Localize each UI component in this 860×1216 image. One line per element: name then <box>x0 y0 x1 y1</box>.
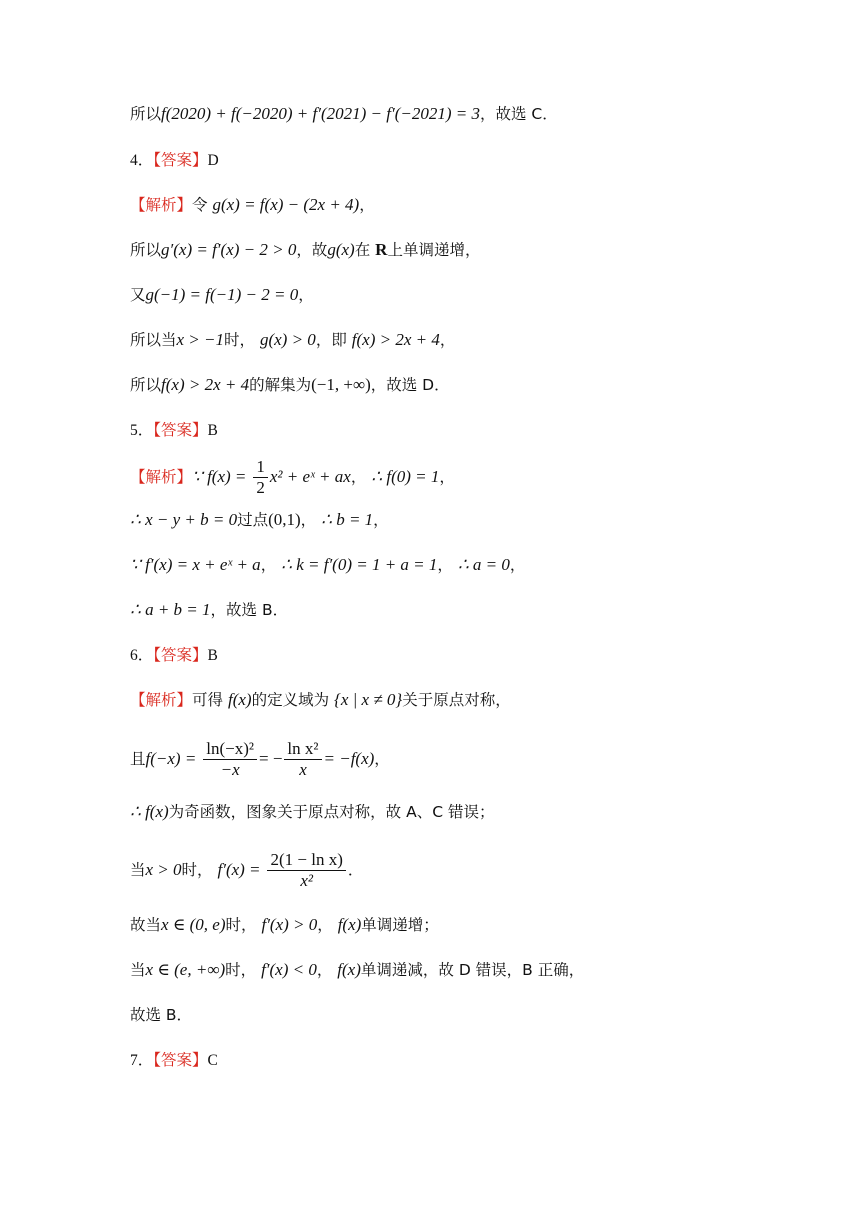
formula: f′(x) < 0 <box>261 960 317 979</box>
text: ， <box>350 468 367 486</box>
analysis-tag: 【解析】 <box>130 196 193 214</box>
answer-5 <box>130 415 218 445</box>
text: ， <box>317 916 333 934</box>
question-number: 4． <box>130 152 154 169</box>
text: 时， <box>181 861 213 879</box>
formula: ∴ b = 1 <box>321 510 374 529</box>
text: 所以当 <box>130 331 177 349</box>
formula: ∴ k = f′(0) = 1 + a = 1 <box>281 555 438 574</box>
text: 所以 <box>130 105 162 123</box>
text: 在 <box>354 241 371 259</box>
denominator: x <box>299 760 307 779</box>
formula: ∴ a = 0 <box>457 555 510 574</box>
line-18 <box>130 910 439 940</box>
formula: g(x) = f(x) − (2x + 4) <box>212 195 360 214</box>
text: ， <box>509 556 526 574</box>
formula: ∵ f(x) = <box>192 467 247 486</box>
text: 的定义域为 <box>251 691 330 709</box>
denominator: −x <box>220 760 240 779</box>
text: ， <box>373 511 389 529</box>
question-number: 7． <box>130 1052 154 1069</box>
line-1 <box>130 99 558 129</box>
answer-tag: 【答案】 <box>153 421 208 439</box>
answer-7 <box>130 1045 218 1075</box>
formula: ∵ f′(x) = x + eˣ + a <box>130 555 261 574</box>
numerator: ln x² <box>284 739 321 760</box>
text: 上单调递增， <box>387 241 481 259</box>
text: ， <box>300 511 317 529</box>
formula: ∴ x − y + b = 0 <box>130 510 238 529</box>
text: 时， <box>225 916 257 934</box>
formula: (−1, +∞) <box>311 375 371 394</box>
answer-tag: 【答案】 <box>153 151 208 169</box>
text: 所以 <box>130 241 162 259</box>
formula: g(x) > 0 <box>259 330 316 349</box>
line-11 <box>130 550 525 580</box>
text: 且 <box>130 750 146 768</box>
text: ，即 <box>315 331 347 349</box>
fraction <box>284 739 321 780</box>
answer-4 <box>130 145 219 175</box>
text: ， <box>260 556 277 574</box>
text: ， <box>359 196 375 214</box>
line-17 <box>130 845 363 895</box>
real-set-symbol: R <box>375 240 388 259</box>
formula: x ∈ (e, +∞) <box>145 960 226 979</box>
fraction <box>267 850 345 891</box>
formula: f′(x) > 0 <box>261 915 318 934</box>
fraction <box>203 739 257 780</box>
line-3 <box>130 190 375 220</box>
text: 时， <box>225 961 257 979</box>
text: ， <box>439 331 456 349</box>
answer-tag: 【答案】 <box>153 1051 208 1069</box>
formula: f(x) <box>337 960 361 979</box>
numerator: ln(−x)² <box>203 739 257 760</box>
text: 时， <box>224 331 256 349</box>
line-7 <box>130 370 450 400</box>
line-10 <box>130 505 389 535</box>
text: ，故选 B． <box>210 601 289 619</box>
text: 关于原点对称， <box>402 691 511 709</box>
text: ，故 <box>296 241 328 259</box>
denominator: 2 <box>256 478 265 497</box>
text: 单调递减，故 D 错误，B 正确， <box>360 961 585 979</box>
answer-value: B <box>207 647 218 664</box>
line-9 <box>130 457 455 497</box>
formula: f(x) > 2x + 4 <box>351 330 440 349</box>
numerator: 2(1 − ln x) <box>267 850 345 871</box>
line-20 <box>130 1000 192 1030</box>
formula: f(x) <box>337 915 362 934</box>
formula: x > 0 <box>145 860 182 879</box>
question-number: 6． <box>130 647 154 664</box>
line-14 <box>130 685 511 715</box>
formula: ∴ a + b = 1 <box>130 600 211 619</box>
formula: {x | x ≠ 0} <box>334 690 403 709</box>
line-5 <box>130 280 314 310</box>
question-number: 5． <box>130 422 154 439</box>
text: 故选 B． <box>130 1006 193 1024</box>
answer-6 <box>130 640 218 670</box>
formula: (0,1) <box>268 510 301 529</box>
formula: g′(x) = f′(x) − 2 > 0 <box>161 240 297 259</box>
formula: f(x) <box>227 690 252 709</box>
analysis-tag: 【解析】 <box>130 691 193 709</box>
text: ， <box>439 468 455 486</box>
line-4 <box>130 235 480 265</box>
text: 当 <box>130 861 146 879</box>
formula: f(2020) + f(−2020) + f′(2021) − f′(−2021) = 3 <box>161 104 480 123</box>
line-16 <box>130 797 494 827</box>
answer-value: C <box>207 1052 218 1069</box>
formula: = −f(x) <box>323 749 375 768</box>
text: ． <box>347 861 364 879</box>
text: 当 <box>130 961 146 979</box>
text: ， <box>298 286 314 304</box>
formula: g(x) <box>327 240 355 259</box>
text: 为奇函数，图象关于原点对称，故 A、C 错误； <box>168 803 495 821</box>
formula: f(x) > 2x + 4 <box>161 375 250 394</box>
analysis-tag: 【解析】 <box>130 468 193 486</box>
formula: g(−1) = f(−1) − 2 = 0 <box>145 285 299 304</box>
text: ， <box>437 556 453 574</box>
text: ， <box>316 961 333 979</box>
formula: ∴ f(x) <box>130 802 169 821</box>
answer-value: B <box>207 422 218 439</box>
text: 又 <box>130 286 146 304</box>
formula: x² + eˣ + ax <box>269 467 351 486</box>
text: 可得 <box>192 691 224 709</box>
line-15 <box>130 734 390 784</box>
formula: x ∈ (0, e) <box>161 915 226 934</box>
text: 过点 <box>237 511 269 529</box>
formula: f′(x) = <box>217 860 261 879</box>
numerator: 1 <box>253 457 268 478</box>
line-6 <box>130 325 455 355</box>
answer-tag: 【答案】 <box>153 646 208 664</box>
formula: = − <box>258 749 283 768</box>
answer-value: D <box>207 152 219 169</box>
text: ，故选 C． <box>479 105 558 123</box>
line-12 <box>130 595 288 625</box>
formula: f(−x) = <box>145 749 197 768</box>
text: ，故选 D． <box>370 376 450 394</box>
formula: x > −1 <box>176 330 225 349</box>
text: 单调递增； <box>361 916 439 934</box>
text: 故当 <box>130 916 162 934</box>
line-19 <box>130 955 584 985</box>
text: 令 <box>192 196 208 214</box>
fraction <box>253 457 268 498</box>
text: ， <box>374 750 390 768</box>
denominator: x² <box>300 871 313 890</box>
text: 的解集为 <box>249 376 312 394</box>
text: 所以 <box>130 376 162 394</box>
formula: ∴ f(0) = 1 <box>371 467 440 486</box>
